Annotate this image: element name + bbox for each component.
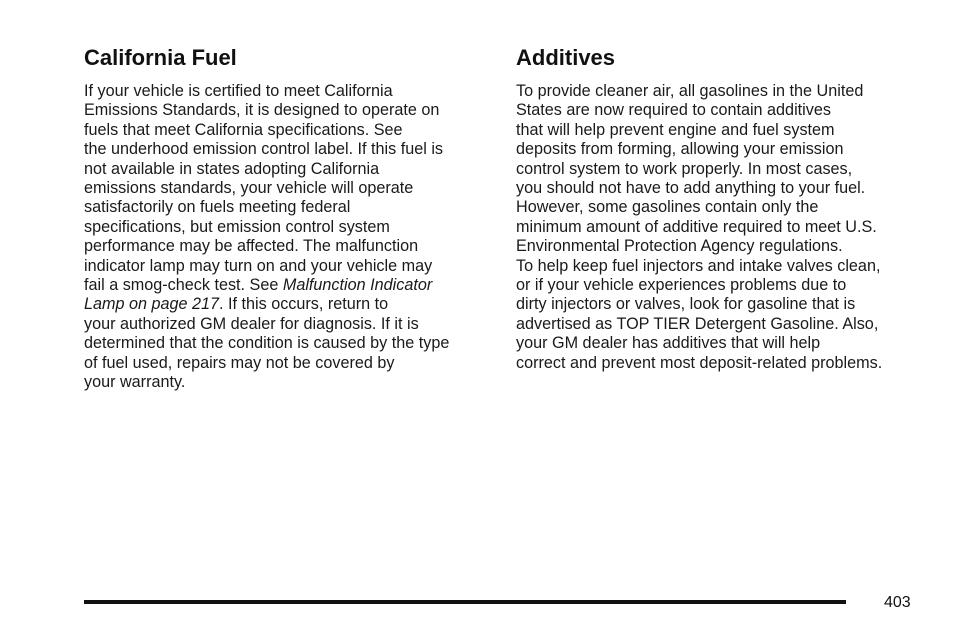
paragraph-line [84,295,494,314]
paragraph-line: determined that the condition is caused by the type [84,334,450,353]
paragraph-line: To provide cleaner air, all gasolines in the United [516,82,864,100]
paragraph-line: that will help prevent engine and fuel system [516,120,835,139]
paragraph-line: advertised as TOP TIER Detergent Gasoline. Also, [516,314,879,333]
paragraph-line: If your vehicle is certified to meet California [84,82,393,100]
cross-reference-link[interactable]: Lamp on page 217 [84,295,220,314]
california-fuel-section [84,44,494,393]
paragraph-line: To help keep fuel injectors and intake valves clean, [516,256,881,275]
paragraph-line: correct and prevent most deposit-related problems. [516,353,883,372]
paragraph-line: control system to work properly. In most cases, [516,159,853,178]
paragraph-line: satisfactorily on fuels meeting federal [84,198,351,217]
paragraph-line: you should not have to add anything to your fuel. [516,179,866,198]
paragraph-line: performance may be affected. The malfunction [84,237,419,256]
paragraph-line: indicator lamp may turn on and your vehicle may [84,256,433,275]
paragraph-line: or if your vehicle experiences problems due to [516,276,847,295]
additives-paragraph [516,82,926,373]
paragraph-line: deposits from forming, allowing your emission [516,140,844,159]
paragraph-line: of fuel used, repairs may not be covered by [84,353,395,372]
paragraph-line: your warranty. [84,373,186,392]
additives-section [516,44,926,373]
paragraph-line: States are now required to contain additives [516,101,831,120]
paragraph-line: specifications, but emission control system [84,217,390,236]
section-heading-california-fuel: California Fuel [84,45,237,70]
paragraph-line: your GM dealer has additives that will help [516,334,821,353]
paragraph-line: dirty injectors or valves, look for gasoline that is [516,295,856,314]
paragraph-line: However, some gasolines contain only the [516,198,819,217]
paragraph-line [84,276,494,295]
paragraph-text: fail a smog-check test. See [84,276,283,295]
paragraph-text: . If this occurs, return to [219,295,389,314]
paragraph-line: not available in states adopting California [84,159,380,178]
paragraph-line: Emissions Standards, it is designed to operate on [84,101,440,120]
paragraph-line: emissions standards, your vehicle will operate [84,179,414,198]
paragraph-line: the underhood emission control label. If this fuel is [84,140,444,159]
page-number: 403 [884,594,911,611]
paragraph-line: minimum amount of additive required to meet U.S. [516,217,877,236]
paragraph-line: fuels that meet California specifications. See [84,120,403,139]
paragraph-line: Environmental Protection Agency regulations. [516,237,843,256]
footer-rule [84,600,846,604]
cross-reference-link[interactable]: Malfunction Indicator [282,276,433,295]
section-heading-additives: Additives [516,45,616,70]
california-fuel-paragraph [84,82,494,393]
paragraph-line: your authorized GM dealer for diagnosis. If it is [84,314,419,333]
